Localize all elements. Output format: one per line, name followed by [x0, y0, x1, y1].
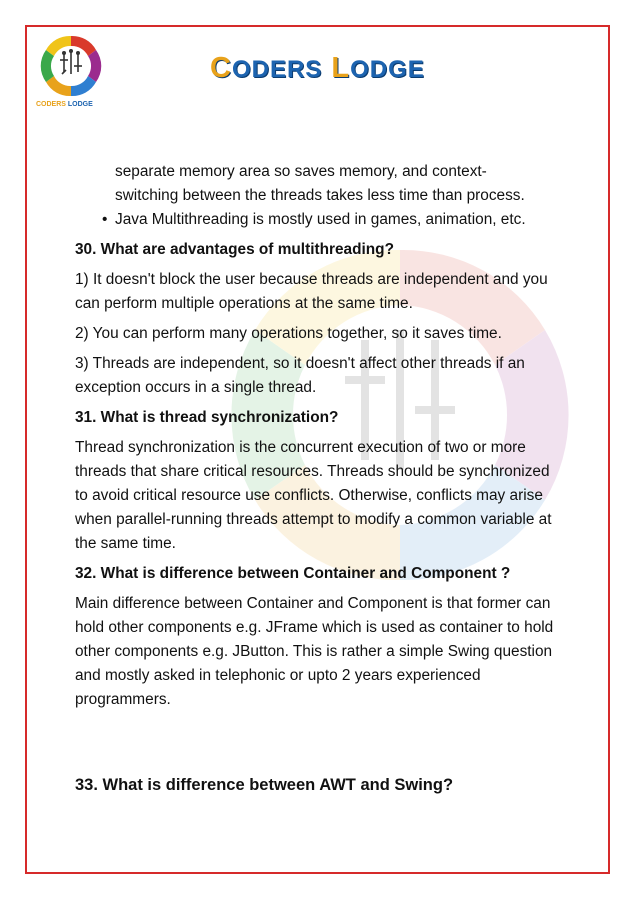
answer-31: Thread synchronization is the concurrent execution of two or more threads that share critical resources. Threads should be synchronized to avoid critical resource use conflicts. Otherwise, conflicts may arise when parallel-running threads attempt to modify a common variable at the same time.	[75, 439, 552, 552]
logo-caption	[36, 101, 93, 108]
question-32: 32. What is difference between Container and Component ?	[75, 565, 511, 582]
answer-32: Main difference between Container and Component is that former can hold other components e.g. JFrame which is used as container to hold other components e.g. JButton. This is rather a simple Swing question and mostly asked in telephonic or upto 2 years experienced programmers.	[75, 595, 554, 708]
question-33-heading: 33. What is difference between AWT and Swing?	[75, 776, 454, 794]
answer-30-point-3: 3) Threads are independent, so it doesn't affect other threads if an exception occurs in a single thread.	[75, 355, 525, 396]
bullet-icon: •	[102, 211, 108, 228]
logo-caption-word-2: LODGE	[67, 101, 93, 108]
brand-title	[210, 52, 425, 85]
brand-word-lodge: ODGE	[350, 56, 425, 83]
brand-word-coders: ODERS	[231, 56, 323, 83]
continued-line-2: switching between the threads takes less time than process.	[115, 187, 525, 204]
question-30: 30. What are advantages of multithreading?	[75, 241, 394, 258]
bullet-text: Java Multithreading is mostly used in games, animation, etc.	[115, 211, 526, 228]
logo-caption-word-1: CODERS	[36, 101, 66, 108]
bullet-item	[75, 208, 565, 232]
document-body	[75, 160, 565, 712]
answer-30-point-2: 2) You can perform many operations together, so it saves time.	[75, 325, 502, 342]
answer-30-point-1: 1) It doesn't block the user because threads are independent and you can perform multiple operations at the same time.	[75, 271, 548, 312]
brand-letter-c: C	[210, 52, 232, 84]
continued-line-1: separate memory area so saves memory, and context-	[115, 163, 487, 180]
brand-letter-l: L	[331, 52, 351, 84]
question-31: 31. What is thread synchronization?	[75, 409, 339, 426]
